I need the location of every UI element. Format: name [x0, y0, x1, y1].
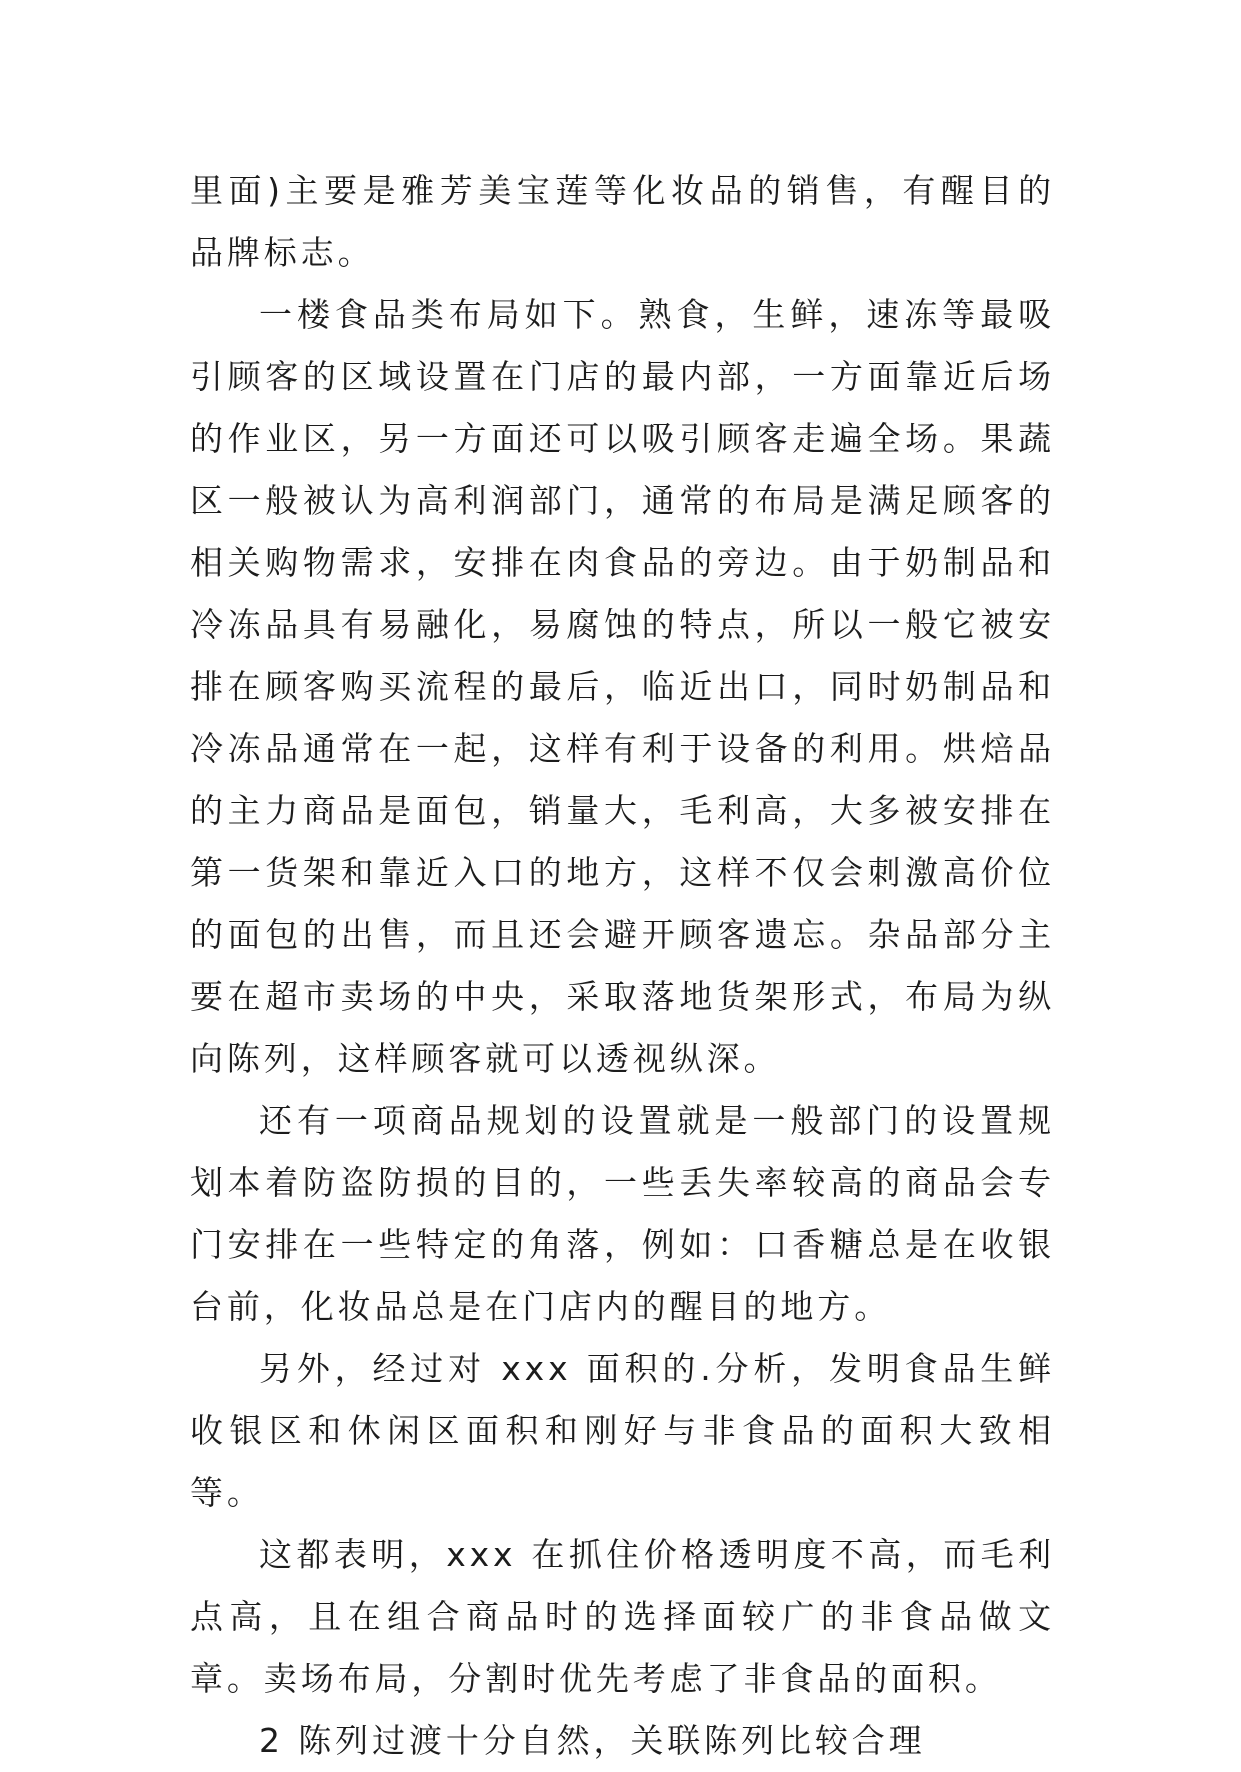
- document-body: [190, 160, 1055, 1772]
- paragraph-5: 这都表明，xxx 在抓住价格透明度不高，而毛利点高，且在组合商品时的选择面较广的非食品做文章。卖场布局，分割时优先考虑了非食品的面积。: [190, 1535, 1055, 1698]
- paragraph-3: 还有一项商品规划的设置就是一般部门的设置规划本着防盗防损的目的，一些丢失率较高的商品会专门安排在一些特定的角落，例如：口香糖总是在收银台前，化妆品总是在门店内的醒目的地方。: [190, 1101, 1055, 1326]
- paragraph-2: 一楼食品类布局如下。熟食，生鲜，速冻等最吸引顾客的区域设置在门店的最内部，一方面靠近后场的作业区，另一方面还可以吸引顾客走遍全场。果蔬区一般被认为高利润部门，通常的布局是满足顾客的相关购物需求，安排在肉食品的旁边。由于奶制品和冷冻品具有易融化，易腐蚀的特点，所以一般它被安排在顾客购买流程的最后，临近出口，同时奶制品和冷冻品通常在一起，这样有利于设备的利用。烘焙品的主力商品是面包，销量大，毛利高，大多被安排在第一货架和靠近入口的地方，这样不仅会刺激高价位的面包的出售，而且还会避开顾客遗忘。杂品部分主要在超市卖场的中央，采取落地货架形式，布局为纵向陈列，这样顾客就可以透视纵深。: [190, 295, 1055, 1078]
- paragraph-4: 另外，经过对 xxx 面积的.分析，发明食品生鲜收银区和休闲区面积和刚好与非食品的面积大致相等。: [190, 1349, 1055, 1512]
- paragraph-6: 2 陈列过渡十分自然，关联陈列比较合理: [259, 1721, 926, 1760]
- paragraph-1: 里面)主要是雅芳美宝莲等化妆品的销售，有醒目的品牌标志。: [190, 171, 1055, 272]
